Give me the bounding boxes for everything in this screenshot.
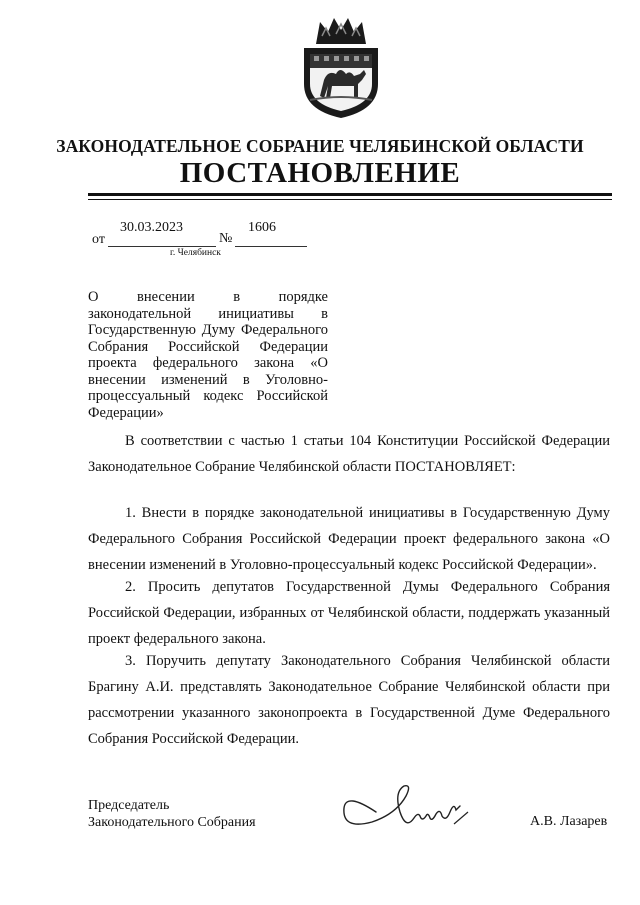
coat-of-arms-icon bbox=[298, 14, 384, 120]
resolution-item-3: 3. Поручить депутату Законодательного Собрания Челябинской области Брагину А.И. представлять Законодательное Собрание Челябинской области при рассмотрении указанного законопроекта в Государственной Думе Федерального Собрания Российской Федерации. bbox=[88, 653, 610, 747]
organization-name: ЗАКОНОДАТЕЛЬНОЕ СОБРАНИЕ ЧЕЛЯБИНСКОЙ ОБЛАСТИ bbox=[56, 136, 584, 156]
document-date: 30.03.2023 bbox=[120, 220, 183, 235]
resolution-item-1: 1. Внести в порядке законодательной инициативы в Государственную Думу Федерального Собрания Российской Федерации проект федерального закона «О внесении изменений в Уголовно-процессуальный кодекс Российской Федерации». bbox=[88, 505, 610, 573]
date-prefix-label: от bbox=[92, 232, 105, 247]
signer-title-line-1: Председатель bbox=[88, 798, 170, 813]
date-underline bbox=[108, 246, 216, 247]
city-label: г. Челябинск bbox=[170, 248, 221, 258]
handwritten-signature bbox=[336, 772, 486, 842]
header-divider-thin bbox=[88, 199, 612, 200]
signer-name: А.В. Лазарев bbox=[530, 814, 608, 829]
document-number: 1606 bbox=[248, 220, 276, 235]
document-subject: О внесении в порядке законодательной инициативы в Государственную Думу Федерального Собрания Российской Федерации проекта федерального закона «О внесении изменений в Уголовно-процессуальный кодекс Российской Федерации» bbox=[88, 289, 328, 421]
signer-title-line-2: Законодательного Собрания bbox=[88, 815, 256, 830]
number-underline bbox=[235, 246, 307, 247]
resolution-item-2: 2. Просить депутатов Государственной Думы Федерального Собрания Российской Федерации, избранных от Челябинской области, поддержать указанный проект федерального закона. bbox=[88, 579, 610, 647]
signer-title bbox=[88, 797, 256, 831]
number-label: № bbox=[219, 231, 233, 246]
intro-paragraph: В соответствии с частью 1 статьи 104 Конституции Российской Федерации Законодательное Собрание Челябинской области ПОСТАНОВЛЯЕТ: bbox=[88, 433, 610, 475]
document-type-title: ПОСТАНОВЛЕНИЕ bbox=[179, 157, 461, 189]
header-divider-thick bbox=[88, 193, 612, 196]
